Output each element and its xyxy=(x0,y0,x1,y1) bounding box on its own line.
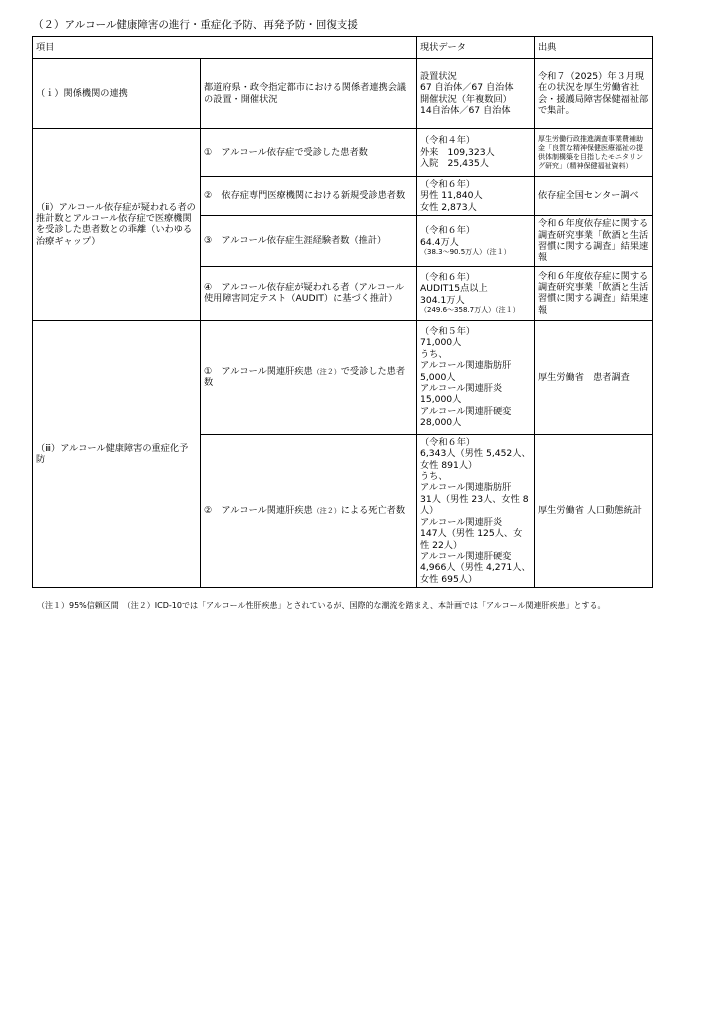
data-cell: （令和６年） 男性 11,840人 女性 2,873人 xyxy=(417,177,535,216)
section-label: （ⅲ）アルコール健康障害の重症化予防 xyxy=(33,320,201,587)
data-cell: （令和６年） 6,343人（男性 5,452人、女性 891人） うち、 アルコール関連脂肪肝 31人（男性 23人、女性 8人） アルコール関連肝炎 147人（男性 125人、女性 22人） アルコール関連肝硬変 4,966人（男性 4,271人、女性 695人） xyxy=(417,434,535,587)
source-cell: 令和６年度依存症に関する調査研究事業「飲酒と生活習慣に関する調査」結果速報 xyxy=(535,266,653,320)
indicator-cell: ④ アルコール依存症が疑われる者（アルコール使用障害同定テスト（AUDIT）に基づく推計） xyxy=(201,266,417,320)
table-row xyxy=(33,129,653,177)
header-item: 項目 xyxy=(33,37,417,59)
table-row xyxy=(33,59,653,129)
source-cell: 令和６年度依存症に関する調査研究事業「飲酒と生活習慣に関する調査」結果速報 xyxy=(535,216,653,267)
indicator-cell: ① アルコール依存症で受診した患者数 xyxy=(201,129,417,177)
section-heading: （２）アルコール健康障害の進行・重症化予防、再発予防・回復支援 xyxy=(33,19,358,31)
source-cell: 依存症全国センター調べ xyxy=(535,177,653,216)
indicator-cell: ② 依存症専門医療機関における新規受診患者数 xyxy=(201,177,417,216)
header-row xyxy=(33,37,653,59)
data-cell: 設置状況 67 自治体／67 自治体 開催状況（年複数回） 14自治体／67 自治体 xyxy=(417,59,535,129)
data-cell: （令和６年） AUDIT15点以上 304.1万人 （249.6～358.7万人）（注１） xyxy=(417,266,535,320)
indicator-cell: ③ アルコール依存症生涯経験者数（推計） xyxy=(201,216,417,267)
source-cell: 厚生労働省 人口動態統計 xyxy=(535,434,653,587)
data-cell: （令和６年） 64.4万人 （38.3～90.5万人）（注１） xyxy=(417,216,535,267)
data-table xyxy=(32,36,653,588)
header-source: 出典 xyxy=(535,37,653,59)
header-data: 現状データ xyxy=(417,37,535,59)
data-cell: （令和４年） 外来 109,323人 入院 25,435人 xyxy=(417,129,535,177)
section-label: （ⅱ）アルコール依存症が疑われる者の推計数とアルコール依存症で医療機関を受診した患者数との乖離（いわゆる治療ギャップ） xyxy=(33,129,201,321)
indicator-cell: 都道府県・政令指定都市における関係者連携会議の設置・開催状況 xyxy=(201,59,417,129)
source-cell: 厚生労働行政推進調査事業費補助金「良質な精神保健医療福祉の提供体制構築を目指したモニタリング研究」（精神保健福祉資料） xyxy=(535,129,653,177)
indicator-cell: ② アルコール関連肝疾患（注２）による死亡者数 xyxy=(201,434,417,587)
source-cell: 令和７（2025）年３月現在の状況を厚生労働省社会・援護局障害保健福祉部で集計。 xyxy=(535,59,653,129)
indicator-cell: ① アルコール関連肝疾患（注２）で受診した患者数 xyxy=(201,320,417,434)
table-row xyxy=(33,320,653,434)
source-cell: 厚生労働省 患者調査 xyxy=(535,320,653,434)
data-cell: （令和５年） 71,000人 うち、 アルコール関連脂肪肝 5,000人 アルコール関連肝炎 15,000人 アルコール関連肝硬変 28,000人 xyxy=(417,320,535,434)
section-label: （ｉ）関係機関の連携 xyxy=(33,59,201,129)
footnote: （注１）95%信頼区間 （注２）ICD-10では「アルコール性肝疾患」とされているが、国際的な潮流を踏まえ、本計画では「アルコール関連肝疾患」とする。 xyxy=(37,601,606,610)
